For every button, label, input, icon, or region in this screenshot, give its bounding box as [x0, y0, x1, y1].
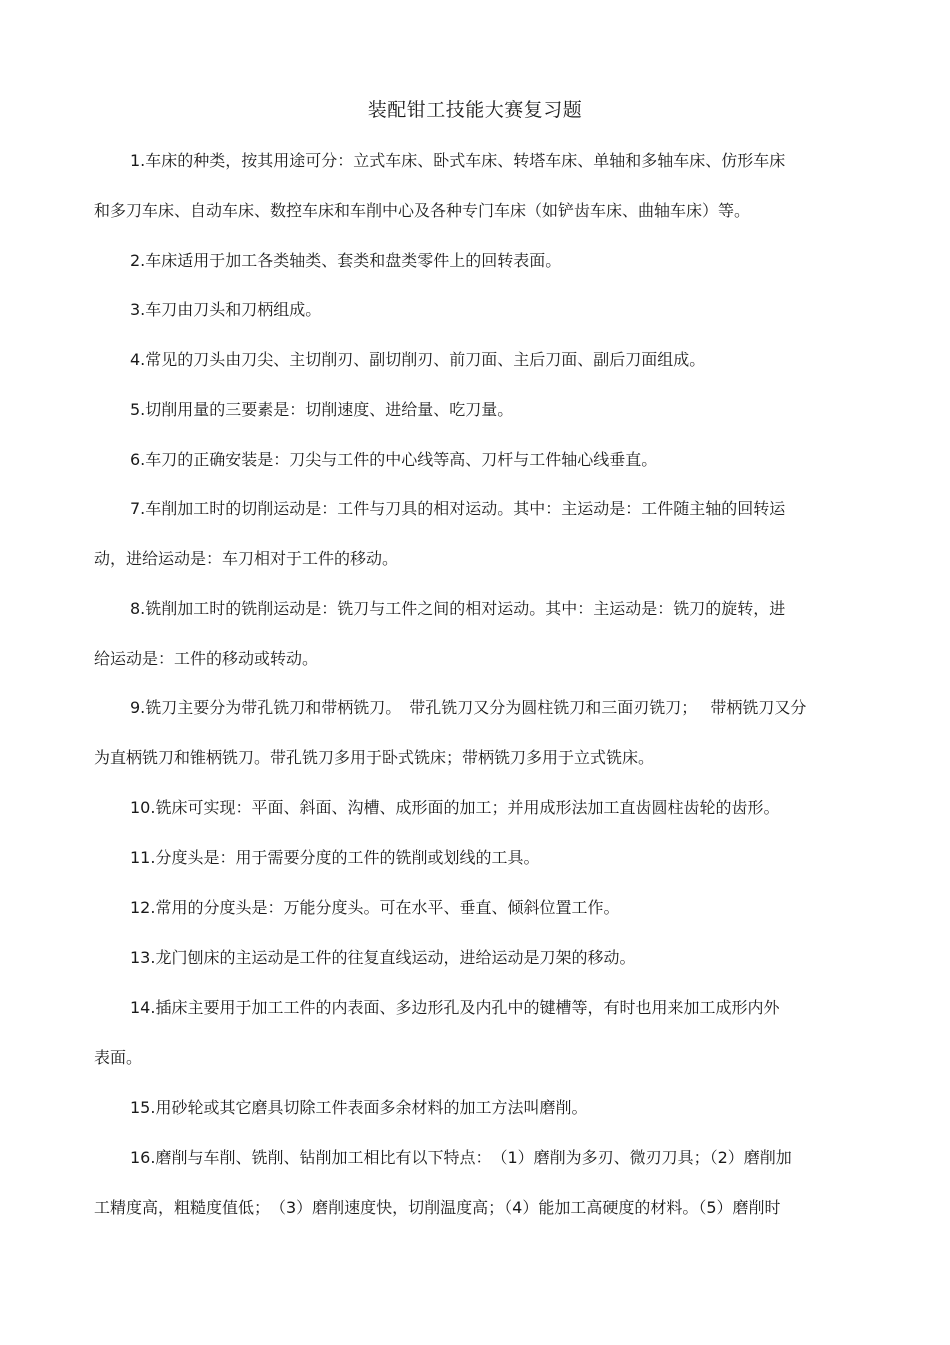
item-3: 3.车刀由刀头和刀柄组成。 — [130, 300, 322, 319]
item-5: 5.切削用量的三要素是：切削速度、进给量、吃刀量。 — [130, 400, 514, 419]
item-7-line-2: 动，进给运动是：车刀相对于工件的移动。 — [94, 549, 399, 568]
item-10: 10.铣床可实现：平面、斜面、沟槽、成形面的加工；并用成形法加工直齿圆柱齿轮的齿形。 — [130, 798, 780, 817]
item-15: 15.用砂轮或其它磨具切除工件表面多余材料的加工方法叫磨削。 — [130, 1098, 588, 1117]
item-7-line-1: 7.车削加工时的切削运动是：工件与刀具的相对运动。其中：主运动是：工件随主轴的回转运 — [130, 499, 786, 518]
item-14-line-2: 表面。 — [94, 1048, 143, 1067]
item-1-line-1: 1.车床的种类，按其用途可分：立式车床、卧式车床、转塔车床、单轴和多轴车床、仿形车床 — [130, 151, 786, 170]
item-9-line-2: 为直柄铣刀和锥柄铣刀。带孔铣刀多用于卧式铣床；带柄铣刀多用于立式铣床。 — [94, 748, 655, 767]
item-8-line-1: 8.铣削加工时的铣削运动是：铣刀与工件之间的相对运动。其中：主运动是：铣刀的旋转，进 — [130, 599, 786, 618]
item-16-line-2: 工精度高，粗糙度值低； （3）磨削速度快，切削温度高；（4）能加工高硬度的材料。（5）磨削时 — [94, 1198, 781, 1217]
item-12: 12.常用的分度头是：万能分度头。可在水平、垂直、倾斜位置工作。 — [130, 898, 620, 917]
document-title: 装配钳工技能大赛复习题 — [367, 99, 583, 121]
item-2: 2.车床适用于加工各类轴类、套类和盘类零件上的回转表面。 — [130, 251, 562, 270]
item-4: 4.常见的刀头由刀尖、主切削刃、副切削刃、前刀面、主后刀面、副后刀面组成。 — [130, 350, 706, 369]
item-9-line-1: 9.铣刀主要分为带孔铣刀和带柄铣刀。 带孔铣刀又分为圆柱铣刀和三面刃铣刀； 带柄铣刀又分 — [130, 698, 807, 717]
item-8-line-2: 给运动是：工件的移动或转动。 — [94, 649, 319, 668]
item-6: 6.车刀的正确安装是：刀尖与工件的中心线等高、刀杆与工件轴心线垂直。 — [130, 450, 658, 469]
item-11: 11.分度头是：用于需要分度的工件的铣削或划线的工具。 — [130, 848, 540, 867]
item-13: 13.龙门刨床的主运动是工件的往复直线运动，进给运动是刀架的移动。 — [130, 948, 636, 967]
item-16-line-1: 16.磨削与车削、铣削、钻削加工相比有以下特点： （1）磨削为多刃、微刃刀具；（2）磨削加 — [130, 1148, 792, 1167]
item-1-line-2: 和多刀车床、自动车床、数控车床和车削中心及各种专门车床（如铲齿车床、曲轴车床）等。 — [94, 201, 751, 220]
item-14-line-1: 14.插床主要用于加工工件的内表面、多边形孔及内孔中的键槽等，有时也用来加工成形内外 — [130, 998, 780, 1017]
